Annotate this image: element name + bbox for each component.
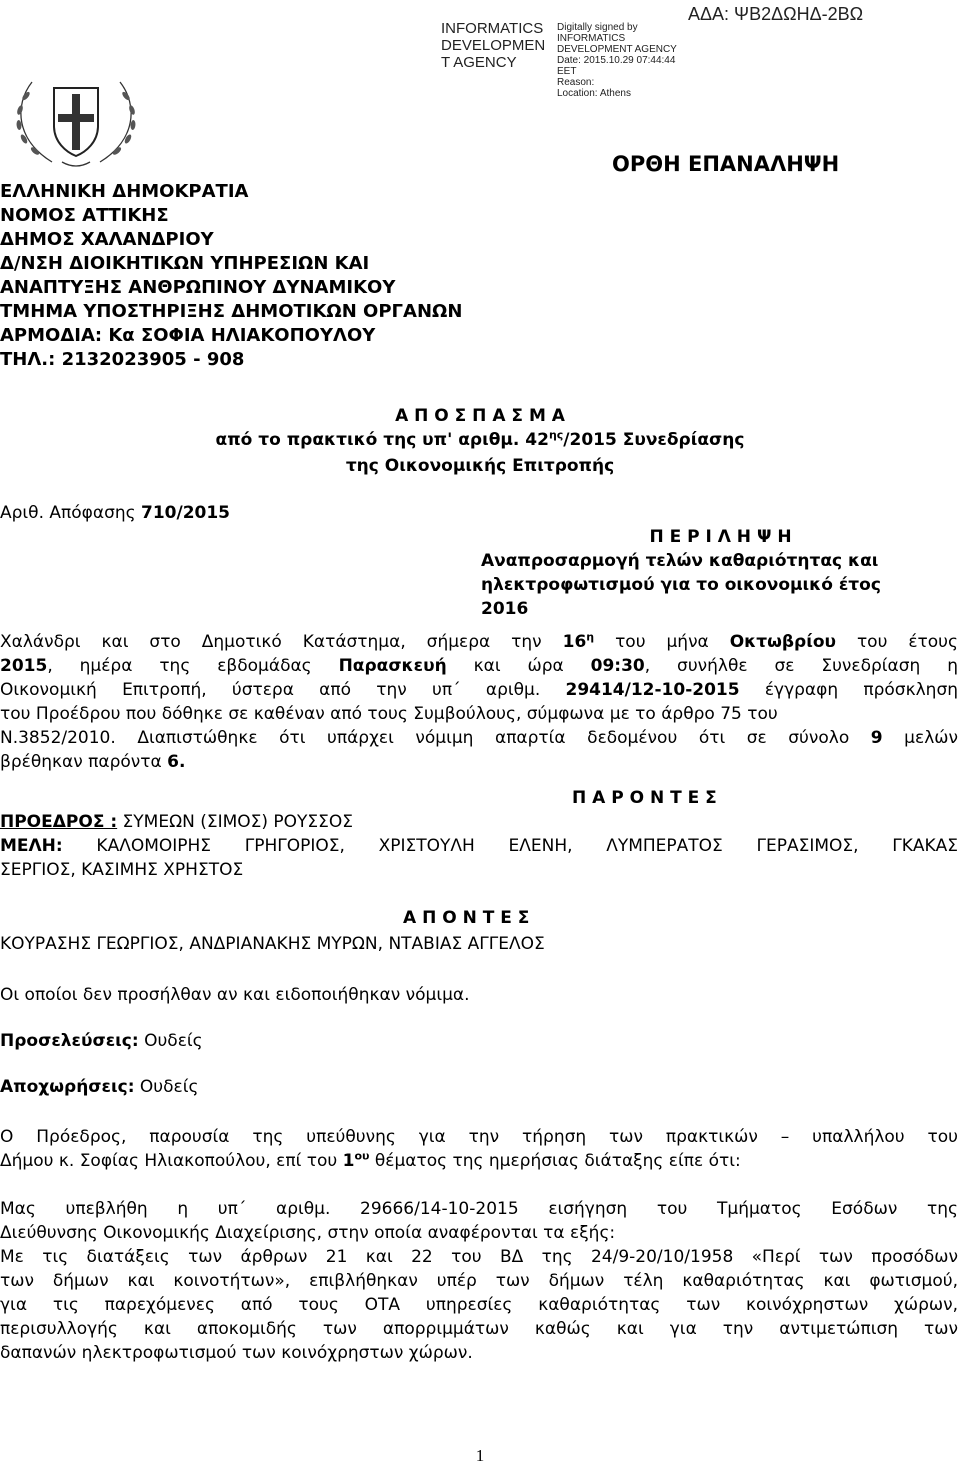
signature-details xyxy=(557,22,677,99)
correction-title: ΟΡΘΗ ΕΠΑΝΑΛΗΨΗ xyxy=(612,152,840,176)
summary-title: Π Ε Ρ Ι Λ Η Ψ Η xyxy=(649,527,792,547)
authority-line: ΤΗΛ.: 2132023905 - 908 xyxy=(0,349,245,370)
signature-detail-line: INFORMATICS xyxy=(557,33,626,44)
arrivals-line xyxy=(0,1029,203,1053)
signer-name-line: INFORMATICS xyxy=(441,20,544,37)
chair-intro-line: Δήμου κ. Σοφίας Ηλιακοπούλου, επί του $1^{o\upsilon}$ θέματος της ημερήσιας διάταξης είπε ότι: xyxy=(0,1149,741,1171)
authority-line: ΕΛΛΗΝΙΚΗ ΔΗΜΟΚΡΑΤΙΑ xyxy=(0,181,249,202)
summary-text xyxy=(481,549,881,621)
excerpt-title: Α Π Ο Σ Π Α Σ Μ Α xyxy=(395,406,565,426)
authority-line: ΤΜΗΜΑ ΥΠΟΣΤΗΡΙΞΗΣ ΔΗΜΟΤΙΚΩΝ ΟΡΓΑΝΩΝ xyxy=(0,301,463,322)
chair-line xyxy=(0,810,353,834)
chair-intro-paragraph xyxy=(0,1125,958,1173)
body-line: Διεύθυνσης Οικονομικής Διαχείρισης, στην οποία αναφέρονται τα εξής: xyxy=(0,1223,616,1243)
intro-line: Χαλάνδρι και στο Δημοτικό Κατάστημα, σήμερα την $16^\eta$ του μήνα Οκτωβρίου του έτους xyxy=(0,630,958,652)
excerpt-committee-line: της Οικονομικής Επιτροπής xyxy=(345,456,615,476)
intro-line: 2015, ημέρα της εβδομάδας Παρασκευή και ώρα 09:30, συνήλθε σε Συνεδρίαση η xyxy=(0,656,958,676)
summary-line: Αναπροσαρμογή τελών καθαριότητας και xyxy=(481,551,879,571)
chair-intro-line: Ο Πρόεδρος, παρουσία της υπεύθυνης για την τήρηση των πρακτικών – υπαλλήλου του xyxy=(0,1127,958,1147)
signature-detail-line: DEVELOPMENT AGENCY xyxy=(557,44,677,55)
ada-code: ΑΔΑ: ΨΒ2ΔΩΗΔ-2ΒΩ xyxy=(688,4,864,24)
authority-line: ΑΝΑΠΤΥΞΗΣ ΑΝΘΡΩΠΙΝΟΥ ΔΥΝΑΜΙΚΟΥ xyxy=(0,277,396,298)
arrivals-value: Ουδείς xyxy=(138,1031,203,1051)
absent-names: ΚΟΥΡΑΣΗΣ ΓΕΩΡΓΙΟΣ, ΑΝΔΡΙΑΝΑΚΗΣ ΜΥΡΩΝ, ΝΤΑΒΙΑΣ ΑΓΓΕΛΟΣ xyxy=(0,934,545,954)
body-line: περισυλλογής και αποκομιδής των απορριμμάτων καθώς και για την αντιμετώπιση των xyxy=(0,1319,958,1339)
members-line-2: ΣΕΡΓΙΟΣ, ΚΑΣΙΜΗΣ ΧΡΗΣΤΟΣ xyxy=(0,860,244,880)
signature-detail-line: EET xyxy=(557,66,577,77)
chair-name: ΣΥΜΕΩΝ (ΣΙΜΟΣ) ΡΟΥΣΣΟΣ xyxy=(117,812,354,832)
body-line: των δήμων και κοινοτήτων», επιβλήθηκαν υπέρ των δήμων τέλη καθαριότητας και φωτισμού, xyxy=(0,1271,958,1291)
arrivals-label: Προσελεύσεις: xyxy=(0,1031,139,1051)
members-label: ΜΕΛΗ: xyxy=(0,836,63,856)
intro-line: Οικονομική Επιτροπή, ύστερα από την υπ΄ αριθμ. 29414/12-10-2015 έγγραφη πρόσκληση xyxy=(0,680,958,700)
intro-paragraph xyxy=(0,630,958,774)
summary-line: 2016 xyxy=(481,599,529,619)
departures-value: Ουδείς xyxy=(134,1077,199,1097)
body-line: Με τις διατάξεις των άρθρων 21 και 22 του ΒΔ της 24/9-20/10/1958 «Περί των προσόδων xyxy=(0,1247,958,1267)
authority-line: ΑΡΜΟΔΙΑ: Κα ΣΟΦΙΑ ΗΛΙΑΚΟΠΟΥΛΟΥ xyxy=(0,325,376,346)
signer-name-line: T AGENCY xyxy=(441,54,517,71)
departures-line xyxy=(0,1075,198,1099)
body-line: για τις παρεχόμενες από τους ΟΤΑ υπηρεσίες καθαριότητας των κοινόχρηστων χώρων, xyxy=(0,1295,958,1315)
authority-line: Δ/ΝΣΗ ΔΙΟΙΚΗΤΙΚΩΝ ΥΠΗΡΕΣΙΩΝ ΚΑΙ xyxy=(0,253,370,274)
signer-name-line: DEVELOPMEN xyxy=(441,37,546,54)
signature-detail-line: Digitally signed by xyxy=(557,22,638,33)
intro-line: Ν.3852/2010. Διαπιστώθηκε ότι υπάρχει νόμιμη απαρτία δεδομένου ότι σε σύνολο 9 μελών xyxy=(0,728,958,748)
page-number: 1 xyxy=(475,1446,485,1465)
signature-detail-line: Date: 2015.10.29 07:44:44 xyxy=(557,55,676,66)
present-title: Π Α Ρ Ο Ν Τ Ε Σ xyxy=(572,788,717,808)
signature-detail-line: Location: Athens xyxy=(557,88,631,99)
members-line xyxy=(0,834,958,858)
absent-title: Α Π Ο Ν Τ Ε Σ xyxy=(403,908,530,928)
signature-detail-line: Reason: xyxy=(557,77,595,88)
body-line: Μας υπεβλήθη η υπ΄ αριθμ. 29666/14-10-2015 εισήγηση του Τμήματος Εσόδων της xyxy=(0,1199,958,1219)
intro-line: βρέθηκαν παρόντα 6. xyxy=(0,752,186,772)
decision-number xyxy=(0,501,230,525)
body-line: δαπανών ηλεκτροφωτισμού των κοινόχρηστων χώρων. xyxy=(0,1343,473,1363)
decision-value: 710/2015 xyxy=(141,503,231,523)
authority-line: ΔΗΜΟΣ ΧΑΛΑΝΔΡΙΟΥ xyxy=(0,229,214,250)
chair-label: ΠΡΟΕΔΡΟΣ : xyxy=(0,812,118,832)
members-names: ΚΑΛΟΜΟΙΡΗΣ ΓΡΗΓΟΡΙΟΣ, ΧΡΙΣΤΟΥΛΗ ΕΛΕΝΗ, ΛΥΜΠΕΡΑΤΟΣ ΓΕΡΑΣΙΜΟΣ, ΓΚΑΚΑΣ xyxy=(62,836,958,856)
departures-label: Αποχωρήσεις: xyxy=(0,1077,135,1097)
intro-line: του Προέδρου που δόθηκε σε καθέναν από τους Συμβούλους, σύμφωνα με το άρθρο 75 του xyxy=(0,704,778,724)
authority-line: ΝΟΜΟΣ ΑΤΤΙΚΗΣ xyxy=(0,205,169,226)
coat-of-arms-emblem xyxy=(2,70,150,174)
summary-line: ηλεκτροφωτισμού για το οικονομικό έτος xyxy=(481,575,881,595)
excerpt-meeting-line: από το πρακτικό της υπ' αριθμ. $42^{\eta\varsigma}/2015$ Συνεδρίασης xyxy=(215,428,745,450)
body-paragraph xyxy=(0,1197,958,1365)
digital-signature xyxy=(441,20,545,71)
absent-note: Οι οποίοι δεν προσήλθαν αν και ειδοποιήθηκαν νόμιμα. xyxy=(0,985,470,1005)
decision-label: Αριθ. Απόφασης xyxy=(0,503,141,523)
authority-header xyxy=(0,180,462,372)
